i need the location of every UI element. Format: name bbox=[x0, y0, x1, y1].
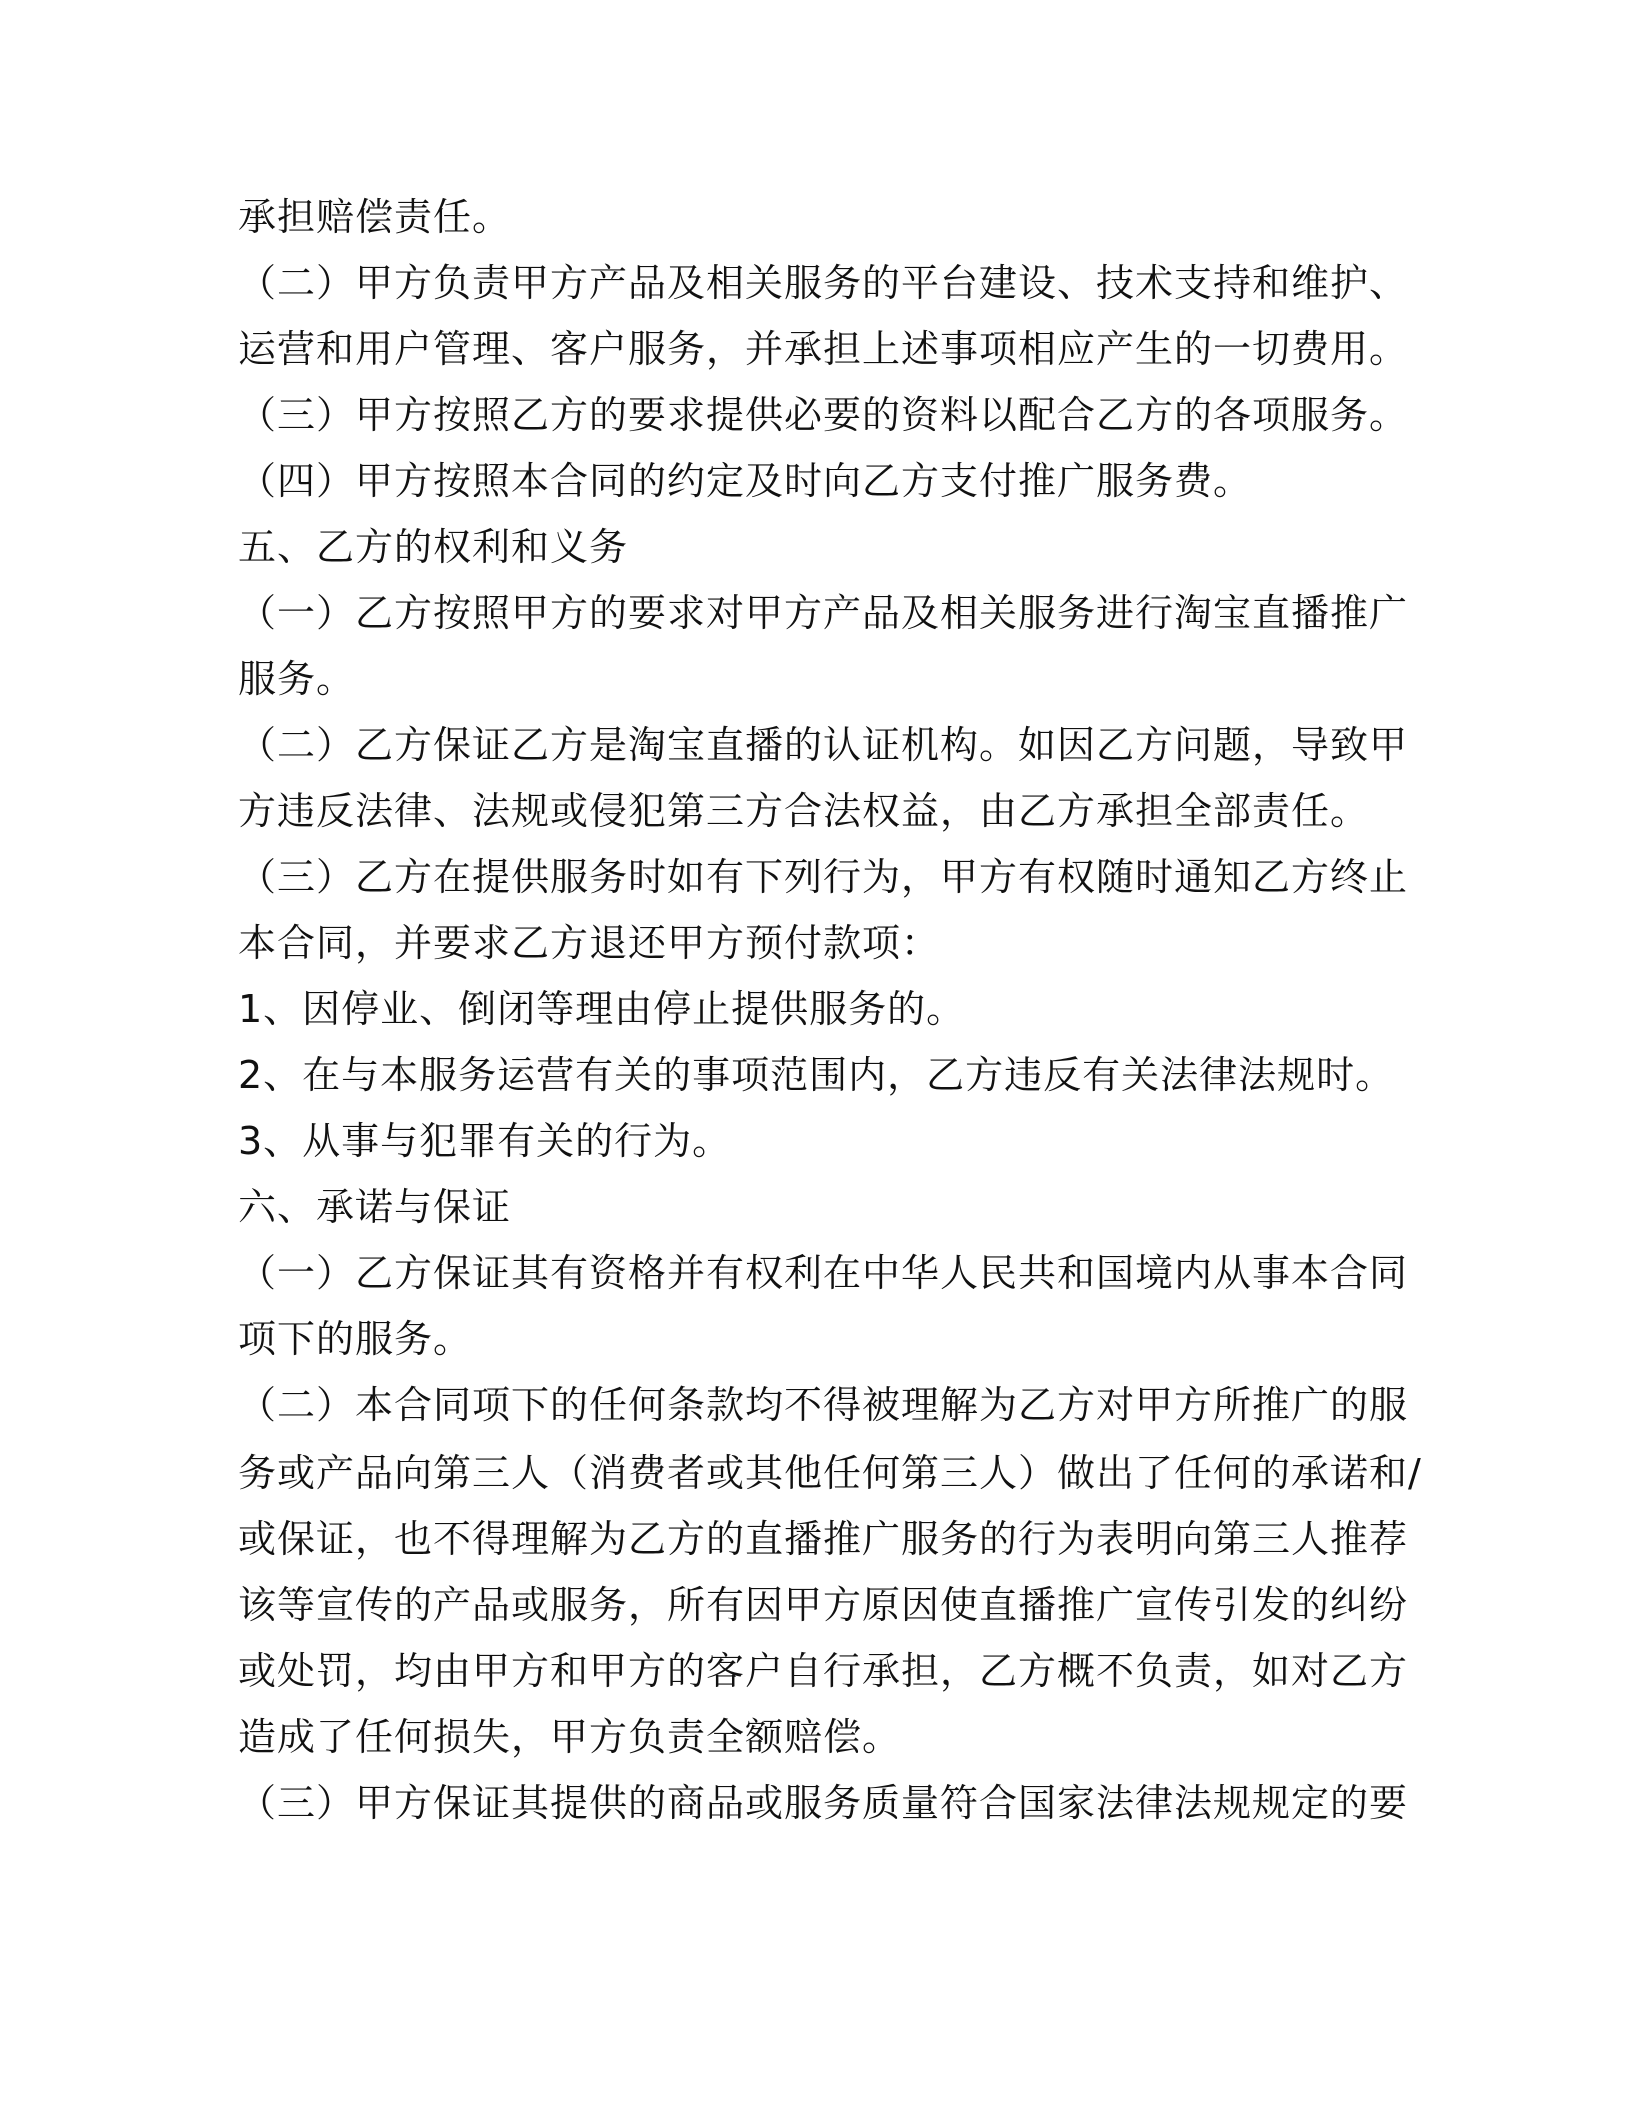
text-line: 方违反法律、法规或侵犯第三方合法权益，由乙方承担全部责任。 bbox=[238, 789, 1370, 833]
text-line: 本合同，并要求乙方退还甲方预付款项： bbox=[238, 921, 941, 965]
text-line: 造成了任何损失，甲方负责全额赔偿。 bbox=[238, 1715, 902, 1759]
text-line: （三）乙方在提供服务时如有下列行为，甲方有权随时通知乙方终止 bbox=[238, 855, 1409, 899]
section-heading: 五、乙方的权利和义务 bbox=[238, 525, 629, 569]
list-item: 1、因停业、倒闭等理由停止提供服务的。 bbox=[238, 987, 966, 1031]
text-line: （一）乙方按照甲方的要求对甲方产品及相关服务进行淘宝直播推广 bbox=[238, 591, 1409, 635]
text-line: （二）乙方保证乙方是淘宝直播的认证机构。如因乙方问题，导致甲 bbox=[238, 723, 1409, 767]
text-line: （三）甲方保证其提供的商品或服务质量符合国家法律法规规定的要 bbox=[238, 1781, 1409, 1825]
text-line: 务或产品向第三人（消费者或其他任何第三人）做出了任何的承诺和/ bbox=[238, 1451, 1422, 1495]
text-line: （三）甲方按照乙方的要求提供必要的资料以配合乙方的各项服务。 bbox=[238, 393, 1409, 437]
text-line: 运营和用户管理、客户服务，并承担上述事项相应产生的一切费用。 bbox=[238, 327, 1409, 371]
text-line: 或保证，也不得理解为乙方的直播推广服务的行为表明向第三人推荐 bbox=[238, 1517, 1409, 1561]
list-item: 2、在与本服务运营有关的事项范围内，乙方违反有关法律法规时。 bbox=[238, 1053, 1395, 1097]
text-line: 该等宣传的产品或服务，所有因甲方原因使直播推广宣传引发的纠纷 bbox=[238, 1583, 1409, 1627]
text-line: 或处罚，均由甲方和甲方的客户自行承担，乙方概不负责，如对乙方 bbox=[238, 1649, 1409, 1693]
list-item: 3、从事与犯罪有关的行为。 bbox=[238, 1119, 732, 1163]
text-line: 服务。 bbox=[238, 657, 356, 701]
text-line: （一）乙方保证其有资格并有权利在中华人民共和国境内从事本合同 bbox=[238, 1251, 1409, 1295]
text-line: 项下的服务。 bbox=[238, 1317, 473, 1361]
text-line: （四）甲方按照本合同的约定及时向乙方支付推广服务费。 bbox=[238, 459, 1253, 503]
text-line: （二）本合同项下的任何条款均不得被理解为乙方对甲方所推广的服 bbox=[238, 1383, 1409, 1427]
text-line: （二）甲方负责甲方产品及相关服务的平台建设、技术支持和维护、 bbox=[238, 261, 1409, 305]
section-heading: 六、承诺与保证 bbox=[238, 1185, 512, 1229]
text-line: 承担赔偿责任。 bbox=[238, 195, 512, 239]
